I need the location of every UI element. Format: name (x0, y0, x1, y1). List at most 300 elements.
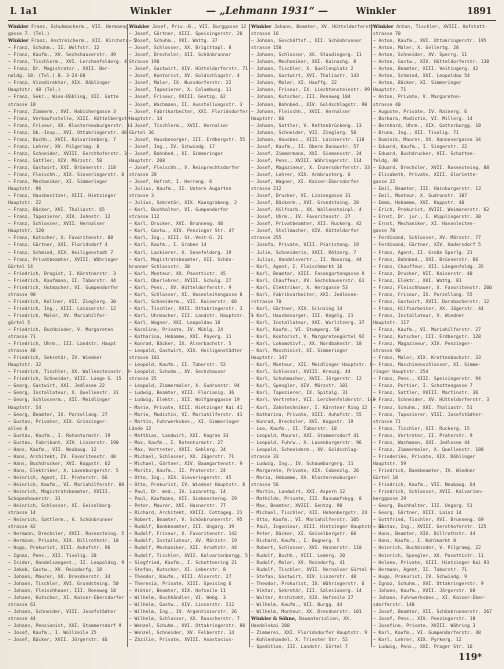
directory-entry (129, 45, 246, 52)
entry-text: — Stefan, Kutscher, XI. Leberstr. 8 (129, 567, 226, 573)
entry-text: Hauptstr. 14 (129, 116, 163, 122)
entry-text: — Johann, Gastwirt, XVI. Thaliastr. 143 (251, 74, 359, 80)
directory-entry (373, 172, 496, 179)
directory-entry (129, 517, 246, 524)
entry-text: — Wilhelm, Kaufm., VII. Burgg. 44 (251, 602, 343, 608)
entry-text: — Max, Beamter, XVIII. Gentzg. 90 (251, 504, 343, 510)
entry-text: strasse 150 (251, 46, 282, 52)
entry-text: — Spedition, III. Landstr. Gürtel 7 (251, 645, 348, 651)
directory-entry (251, 405, 368, 412)
entry-text: — Max, Vertreter, XVII. Geblerg. 34 (129, 447, 226, 453)
entry-text: — Karl, Chauffeur, XV. Sechshauserstr. 61 (251, 278, 365, 284)
entry-text: strasse 101 (129, 356, 160, 362)
directory-entry (8, 327, 125, 334)
entry-text: — Franz, Installateur, V. Wiedner (373, 313, 465, 319)
directory-entry (373, 341, 496, 348)
directory-entry (8, 461, 125, 468)
directory-entry (8, 102, 125, 109)
directory-entry (8, 158, 125, 165)
entry-text: — Georg, Buchhalter, III. Ungarg. 51 (373, 504, 473, 510)
directory-entry (251, 66, 368, 73)
entry-text: — Friedrich, Bankbeamter, IV. Wiedner (373, 468, 476, 474)
entry-text: — Zimmerei, XXI. Floridsdorfer Hauptstr. 9 (251, 631, 368, 637)
entry-text: — Jakob, Gastw., XV. Reindorfg. 18 (8, 567, 103, 573)
entry-text: — Otto, Ing., XIX. Sieveringerstr. 45 (129, 476, 232, 481)
entry-text: — Bruno, Ing., XII. Tivolig. 71 (373, 130, 459, 136)
entry-text: — Karl, Schneiderm., VII. Kaiserstr. 66 (129, 299, 237, 305)
directory-entry (373, 609, 496, 616)
entry-text: Gürtel 36 (129, 130, 154, 136)
entry-text: — Heinrich, Buchbinder, V. Pilgramg. 22 (373, 546, 481, 552)
entry-text: — Dominik, Maurer, XX. Hannovergasse 34 (373, 137, 481, 143)
directory-entry (8, 637, 125, 644)
directory-entry (8, 116, 133, 123)
entry-text: — Rudolf, Bankbeamter, III. Ungarg. 39 (129, 525, 235, 531)
entry-text: — Hans, Buchdrucker, XVI. Koppstr. 62 (8, 461, 111, 467)
entry-text: — Karl, Installateur, XVI. Wurlitzerg. 37 (251, 320, 365, 326)
directory-entry (373, 412, 496, 419)
entry-text: — Leopold, Kaufm., II. Taborstr. 52 (129, 363, 226, 369)
directory-entry (251, 221, 368, 228)
entry-text: gasse 70 (373, 229, 396, 235)
entry-text: — Friedrich, Uhrm., III. Landstr. Haupt (8, 342, 116, 348)
directory-entry (129, 362, 246, 369)
directory-entry (8, 630, 125, 637)
entry-text: — Elisabeth, Private, XIII. Gloriette- (373, 172, 479, 178)
directory-entry (8, 475, 125, 482)
directory-entry (373, 538, 496, 545)
directory-entry (251, 376, 368, 383)
directory-entry (129, 66, 246, 73)
directory-entry (8, 137, 125, 144)
directory-entry (373, 362, 496, 369)
directory-entry (8, 292, 125, 299)
entry-text: — Hans, Architekt, IV. Favoritenstr. 40 (8, 454, 116, 460)
directory-entry (8, 250, 125, 257)
directory-entry (251, 426, 368, 433)
entry-text: — Rudolf, Maler, XV. Reindorfg. 41 (251, 560, 346, 566)
directory-entry (373, 102, 496, 109)
directory-entry (8, 144, 125, 151)
entry-text: — Johann, Kutscher, XI. Kaiser-Ebersdorfer (8, 595, 125, 601)
directory-entry (129, 574, 246, 581)
directory-entry (129, 285, 246, 292)
entry-text: — Josef, Wachmann, II. Ausstellungsstr. 3 (129, 102, 243, 108)
column-divider (127, 24, 128, 647)
entry-text: — Franz, Agent, II. Große Sperlg. 21 (373, 250, 473, 256)
footer-mark: 119* (458, 653, 482, 663)
entry-text: — Anton, Private, V. Margareten- (373, 95, 462, 101)
entry-text: — Friedrich, Hutmacher, VI. Gumpendorfer (8, 285, 119, 291)
running-head-left: Winkler (130, 7, 172, 17)
directory-entry (373, 397, 496, 404)
directory-entry (129, 271, 246, 278)
directory-entry (8, 609, 125, 616)
directory-entry (373, 242, 496, 249)
entry-text: strasse 90 (373, 349, 401, 355)
directory-entry (373, 433, 496, 440)
entry-text: — Wilhelm, Monteur, XX. Dresdnerstr. 101 (251, 609, 362, 615)
directory-entry (8, 581, 125, 588)
entry-text: — Franz, Chauffeur, XII. Längenfeldg. 35 (373, 264, 484, 270)
entry-text: — Franz, Sattler, XVIII. Martinstr. 36 (373, 391, 479, 397)
directory-entry (129, 412, 246, 419)
entry-text: — Franz, Schuhm., XVI. Thaliastr. 51 (373, 405, 473, 411)
directory-entry (373, 292, 496, 299)
entry-text: — Karl, Hausbesorger, III. Kegelg. 21 (251, 313, 354, 319)
entry-text: — Stefan, Gastwirt, XIV. Linzerstr. 48 (251, 574, 357, 580)
entry-text: — Franz, Tischlerm., XVI. Lerchenfelderg. 4 (8, 60, 127, 66)
entry-text: — Theodor, Kaufm., VIII. Alserstr. 27 (129, 574, 232, 580)
directory-entry (251, 52, 368, 59)
entry-text: — Franz, Tischler, XII. Ruckerg. 15 (373, 426, 470, 432)
entry-text: — Johann, Sattler, V. Kettenbrückeng. 13 (251, 123, 362, 129)
directory-entry (129, 545, 246, 552)
entry-text: — Richard, Architekt, XVIII. Cottageg. 21 (129, 511, 243, 517)
directory-entry (251, 412, 368, 419)
entry-text: Gürtel 18 (373, 476, 398, 481)
directory-entry (373, 602, 496, 609)
directory-entry (8, 214, 125, 221)
entry-text: sdorferstr. 140 (373, 602, 415, 608)
directory-entry (129, 482, 246, 489)
directory-entry (251, 531, 368, 538)
entry-text: — Johann, Friseur, IX. Liechtensteinstr. 99 (251, 88, 370, 94)
entry-text: — Johann, Kaufm., XVII. Jörgerstr. 68 (373, 588, 476, 594)
directory-entry (251, 454, 368, 461)
entry-text: — Franz, Fleischh., XIX. Sieveringerstr. 8 (8, 172, 125, 178)
entry-text: — Martin, Landwirt, XXI. Aspern 12 (251, 490, 346, 496)
entry-text: — Anton, Schmied, XXI. Leopoldau 54 (373, 74, 470, 80)
directory-entry (129, 200, 246, 207)
entry-text: — Johann, Maler, XI. Hauffg. 22 (251, 81, 337, 87)
entry-text: — Karl, Vertreter, VII. Lerchenfelderstr. 140 (251, 398, 376, 404)
entry-text: — Josef, Hausbesorger, III. Erdbergstr. 55 (129, 137, 246, 143)
directory-entry (373, 405, 496, 412)
entry-text: Hauptstr. 96 (8, 187, 42, 193)
entry-text: — Franz, Bäcker, XVI. Thaliastr. 65 (8, 208, 105, 214)
directory-entry (373, 531, 496, 538)
entry-text: — Anton, Bäcker, XI. Simmeringer (373, 81, 462, 87)
entry-text: — Josef, Maler, IX. Nussdorferstr. 22 (129, 81, 232, 87)
entry-text: — Franz, Schmied, XIX. Heiligenstadt 7 (8, 250, 114, 256)
directory-entry (251, 496, 368, 503)
directory-entry (373, 123, 496, 130)
directory-title: — „Lehmann 1931“ — (206, 6, 329, 17)
directory-entry (8, 313, 125, 320)
entry-text: — Ludwig, Elektr., XII. Wolfganggasse 19 (129, 398, 240, 404)
entry-text: Strasse 190 (129, 60, 160, 66)
entry-text: Handelskai 208 (251, 623, 290, 629)
directory-entry (251, 574, 368, 581)
entry-text: — Ignaz, Schuhm., XVI. Ottakringerstr. 9 (373, 581, 484, 587)
directory-entry (129, 489, 246, 496)
entry-text: — Karl, Pens., XV. Hütteldorferstr. 9 (129, 285, 232, 291)
entry-text: Hauptstr. 59 (373, 461, 407, 467)
directory-entry (8, 341, 125, 348)
entry-text: strasse 61 (8, 602, 36, 608)
directory-entry (373, 109, 496, 116)
column-2 (129, 24, 254, 647)
directory-entry (129, 602, 246, 609)
entry-text: — Hugo, Prokurist, IV. Schwindg. 9 (373, 574, 468, 580)
entry-text: strasse 71 (373, 419, 401, 425)
entry-text: — Johann, Tischler, XVI. Grundsteing. 50 (8, 581, 119, 587)
entry-text: — Josef, Beamter, XII. Schönbrunnerstr. 267 (373, 609, 492, 615)
directory-entry (373, 179, 496, 186)
directory-entry (8, 489, 125, 496)
entry-text: — Josef, Friseur, XVIII. Gentzg. 62 (129, 95, 226, 101)
entry-text: — Franz, Vertreter, II. Praterstr. 9 (373, 433, 473, 439)
entry-surname: Winkler & Söhne, (251, 616, 297, 622)
directory-entry (129, 397, 246, 404)
entry-text: — Helene, Private, XIII. Hietzinger Kai 93 (373, 560, 490, 566)
entry-text: — Franz, Gärtner, XXI. Floridsdorf 4 (8, 243, 108, 249)
directory-entry (8, 560, 125, 567)
directory-entry (251, 179, 368, 186)
directory-entry (251, 630, 368, 637)
directory-entry (129, 560, 246, 567)
directory-entry (129, 221, 246, 228)
directory-entry (251, 616, 368, 623)
entry-text: — Josef, Tischlerm., XVII. Hernalser (129, 123, 229, 129)
directory-entry (373, 186, 496, 193)
directory-entry (129, 214, 246, 221)
entry-text: Johann, Beamter, XV. Hütteldorferstr. (271, 25, 377, 30)
directory-entry (373, 567, 496, 574)
entry-text: — Heinrich, Magistratsbeamter, XVIII. (8, 490, 111, 496)
directory-entry (251, 94, 368, 101)
directory-entry (8, 405, 125, 412)
entry-text: Baumaterialien, XX. (296, 616, 352, 622)
directory-entry (251, 327, 368, 334)
entry-text: — Margarete, Private, XIX. Cobenzlg. 26 (251, 468, 359, 474)
entry-surname: Winkler (8, 39, 29, 45)
directory-entry (129, 524, 246, 531)
entry-text: — Hans, Kaufm., I. Kohlmarkt 8 (373, 539, 456, 545)
entry-text: — Leopold, Gastwirt, XIX. Heiligenstädter (129, 349, 243, 355)
directory-entry (373, 158, 496, 165)
directory-entry (373, 38, 496, 45)
entry-text: — Michael, Tischler, XII. Hohenbergstr. 24 (251, 511, 368, 517)
directory-entry (251, 24, 377, 31)
directory-entry (373, 496, 496, 503)
entry-text: — Kohlenhandel, X. Triester Str. 52 (251, 638, 348, 644)
directory-entry (129, 355, 246, 362)
entry-text: — Franz, Lehrer, XV. Pilgerimg. 8 (8, 144, 100, 150)
entry-text: strasse 40 (373, 102, 401, 108)
entry-text: — Karl, Buchhalter, VI. Gumpendorfer (129, 208, 229, 214)
directory-entry (373, 468, 496, 475)
entry-text: — Otto, Prokurist, IV. Wiedner Hauptstr. 8 (129, 483, 246, 489)
entry-text: — Johann, Maurer, XX. Dresdnerstr. 34 (8, 574, 111, 580)
entry-text: — Ludwig, Ing., IV. Schaumburgerg. 11 (251, 461, 354, 467)
directory-entry (8, 334, 125, 341)
directory-entry (251, 306, 368, 313)
entry-text: — Franz, Friseur, IX. Porzellang. 55 (373, 292, 473, 298)
entry-text: — Konrad, Bäcker, IX. Alserbachstr. 5 (129, 342, 232, 348)
entry-text: — Franz, Kaufm., XV. Sechshauserstr. 49 (8, 53, 116, 59)
directory-entry (129, 390, 246, 397)
directory-entry (129, 31, 246, 38)
entry-text: — Franz, Kutscher, X. Favoritenstr. 88 (8, 236, 114, 242)
entry-text: — Franz, Zimmerm., XVI. Habichergasse 3 (8, 109, 116, 115)
directory-entry (251, 560, 368, 567)
directory-entry (129, 419, 246, 426)
directory-entry (129, 475, 246, 482)
directory-entry (373, 517, 496, 524)
directory-entry (251, 440, 368, 447)
entry-text: — Heinrich, Spengler, XX. Pasettistr. 11 (373, 553, 484, 559)
directory-entry (373, 320, 496, 327)
directory-entry (373, 623, 496, 630)
entry-text: — Karl, Kaufm., I. Graben 14 (129, 243, 207, 249)
entry-text: — Johann, Tischler, X. Quellenplatz 2 (251, 67, 354, 73)
directory-entry (129, 264, 246, 271)
entry-text: — Franz, Sekr., Wien-Döbling, XII. Gatte (8, 95, 119, 101)
directory-entry (129, 405, 246, 412)
directory-entry (8, 80, 125, 87)
entry-text: — Franz, Magazineur, XIV. Penzinger- (373, 342, 473, 348)
entry-text: — Josef, Schuhm., XVI. Wattg. 37 (129, 39, 218, 45)
entry-text: — Franz, Pens., XIII. Speisingerstr. 94 (373, 377, 481, 383)
entry-text: — Marie, Modistin, VI. Mariahilferstr. 41 (129, 412, 243, 418)
directory-entry (129, 207, 246, 214)
entry-text: Schopenhauerstr. 31 (8, 497, 61, 503)
column-divider (371, 24, 372, 647)
directory-entry (373, 383, 496, 390)
entry-text: — Walter, Architekt, XIX. Hofzeile 27 (251, 595, 354, 601)
entry-text: — Franz, Elektr., XVI. Wattg. 81 (373, 278, 462, 284)
directory-entry (251, 517, 368, 524)
entry-text: — Anton, Beamter, XIII. Veitingerg. 42 (373, 67, 479, 73)
directory-entry (251, 45, 368, 52)
entry-text: — Karl, Magistratsbeamter, XII. Schön- (129, 257, 235, 263)
directory-entry (129, 383, 246, 390)
directory-entry (8, 454, 125, 461)
directory-entry (373, 348, 496, 355)
entry-text: — Karl, Tischler, XVII. Ottakringerstr. 3 (129, 306, 243, 312)
entry-text: — Franz, Sattler, XIV. Märzstr. 58 (8, 158, 103, 164)
entry-text: — Viktor, Beamter, XIX. Hofzeile 11 (129, 588, 226, 594)
entry-text: — Karl, Schuhmacher, XVII. Jörgerstr. 12 (251, 377, 362, 383)
entry-text: gürtel 5 (8, 320, 31, 326)
entry-text: — Josef, Drucker, VI. Liniengasse 31 (251, 194, 351, 200)
entry-text: — Karl, Ing., XIII. St.-Veit-G. 21 (129, 236, 224, 242)
directory-entry (8, 271, 125, 278)
entry-text: Hauptstr. 71 (373, 88, 407, 94)
directory-entry (251, 137, 368, 144)
directory-entry (373, 271, 496, 278)
entry-text: strasse 212 (251, 187, 282, 193)
directory-entry (251, 510, 368, 517)
directory-entry (373, 221, 496, 228)
entry-text: — Franz, Maler, XIX. Krottenbachstr. 33 (373, 356, 481, 362)
entry-text: strasse 90 (8, 292, 36, 298)
directory-entry (8, 468, 125, 475)
directory-entry (129, 59, 246, 66)
entry-text: — Erich, Prokurist, XVIII. Weimarerstr. 62 (373, 208, 490, 214)
directory-entry (251, 235, 368, 242)
directory-entry (251, 299, 368, 306)
directory-entry (373, 630, 496, 637)
directory-entry (373, 52, 496, 59)
directory-entry (129, 503, 246, 510)
directory-entry (129, 109, 246, 116)
entry-text: — Anton, Gastw., XIV. Hütteldorferstr. 130 (373, 60, 490, 66)
directory-entry (129, 193, 246, 200)
entry-text: — Karl, Maschinist, XI. Simmeringer (251, 349, 348, 355)
directory-entry (8, 24, 131, 31)
directory-entry (373, 151, 496, 158)
entry-text: — Heinrich, Sattlerm., V. Schönbrunner (8, 518, 114, 524)
directory-entry (8, 235, 125, 242)
directory-entry (373, 560, 496, 567)
entry-text: — Leopold, Maurer, XXI. Stammersdorf 41 (251, 433, 359, 439)
directory-entry (373, 574, 496, 581)
entry-text: — Maria, Hebamme, XX. Klosterneuburger- (251, 476, 359, 481)
entry-text: ringer Hauptstr. 254 (373, 370, 429, 376)
directory-entry (251, 158, 368, 165)
directory-entry (129, 130, 246, 137)
directory-entry (129, 87, 246, 94)
entry-text: strasse 44 (8, 616, 36, 622)
entry-text: — Franz, Schuhm., II. Wolfstr. 12 (8, 46, 100, 52)
entry-text: strasse 25 (129, 377, 157, 383)
entry-text: — Heinrich, Kaufm., VI. Mariahilferstr. 88 (8, 483, 125, 489)
directory-entry (373, 278, 496, 285)
entry-text: gasse 22 (373, 180, 396, 186)
entry-text: — Karl, Lokomotivf., XX. Nordbahnstr. 18 (251, 342, 362, 348)
directory-entry (251, 581, 368, 588)
directory-entry (8, 503, 125, 510)
directory-entry (8, 221, 125, 228)
entry-text: — Gustav, Privater, XIX. Grinzinger- (8, 419, 108, 425)
directory-entry (373, 595, 496, 602)
entry-text: — Karl, Tapezierer, IX. Spitalg. 31 (251, 391, 348, 397)
entry-text: — Karoline, Private, IV. Mühlg. 24 (129, 328, 224, 334)
entry-text: — Josefa, Private, VIII. Piaristeng. 19 (251, 243, 359, 249)
directory-entry (8, 517, 125, 524)
page-header (10, 6, 494, 20)
directory-entry (129, 553, 246, 560)
entry-text: — Johann, Schneider, VII. Zieglerg. 58 (251, 130, 357, 136)
entry-text: — Josef, Lehrer, XIX. Armbrusterg. 6 (251, 172, 351, 178)
directory-entry (8, 179, 125, 186)
entry-text: Hauptstr. 32 (8, 363, 42, 369)
directory-entry (8, 362, 125, 369)
entry-text: — Franz, Tapezierer, XIV. Johnstr. 12 (8, 215, 111, 221)
directory-entry (373, 503, 496, 510)
directory-entry (129, 426, 246, 433)
entry-text: — Franz, Hausbesitzer, XIII. Hietzinger (8, 194, 116, 200)
entry-text: — Richard, Kaufm., I. Bognerg. 5 (251, 539, 340, 545)
entry-text: noldg. 18. (Tel.) B. 3-24-60 (8, 74, 86, 80)
entry-text: — Moritz, Kaufm., II. Praterstr. 24 (129, 468, 226, 474)
directory-entry (251, 334, 368, 341)
entry-text: — Georg, Gärtner, XIII. Lainz 14 (373, 511, 462, 517)
entry-text: — Josef, Bäckerm., XVI. Grundsteing. 28 (251, 201, 359, 207)
directory-entry (251, 116, 368, 123)
directory-entry (373, 285, 496, 292)
entry-text: — Hans, Elektriker, X. Laxenburgerstr. 5 (8, 468, 119, 474)
column-3 (251, 24, 384, 651)
directory-entry (8, 531, 125, 538)
entry-text: — Theodor, Prokurist, IX. Währingerstr. 6 (251, 581, 365, 587)
directory-entry (373, 390, 496, 397)
directory-entry (373, 31, 496, 38)
entry-text: — Barbara, Modistin, VI. Millerg. 14 (373, 116, 473, 122)
